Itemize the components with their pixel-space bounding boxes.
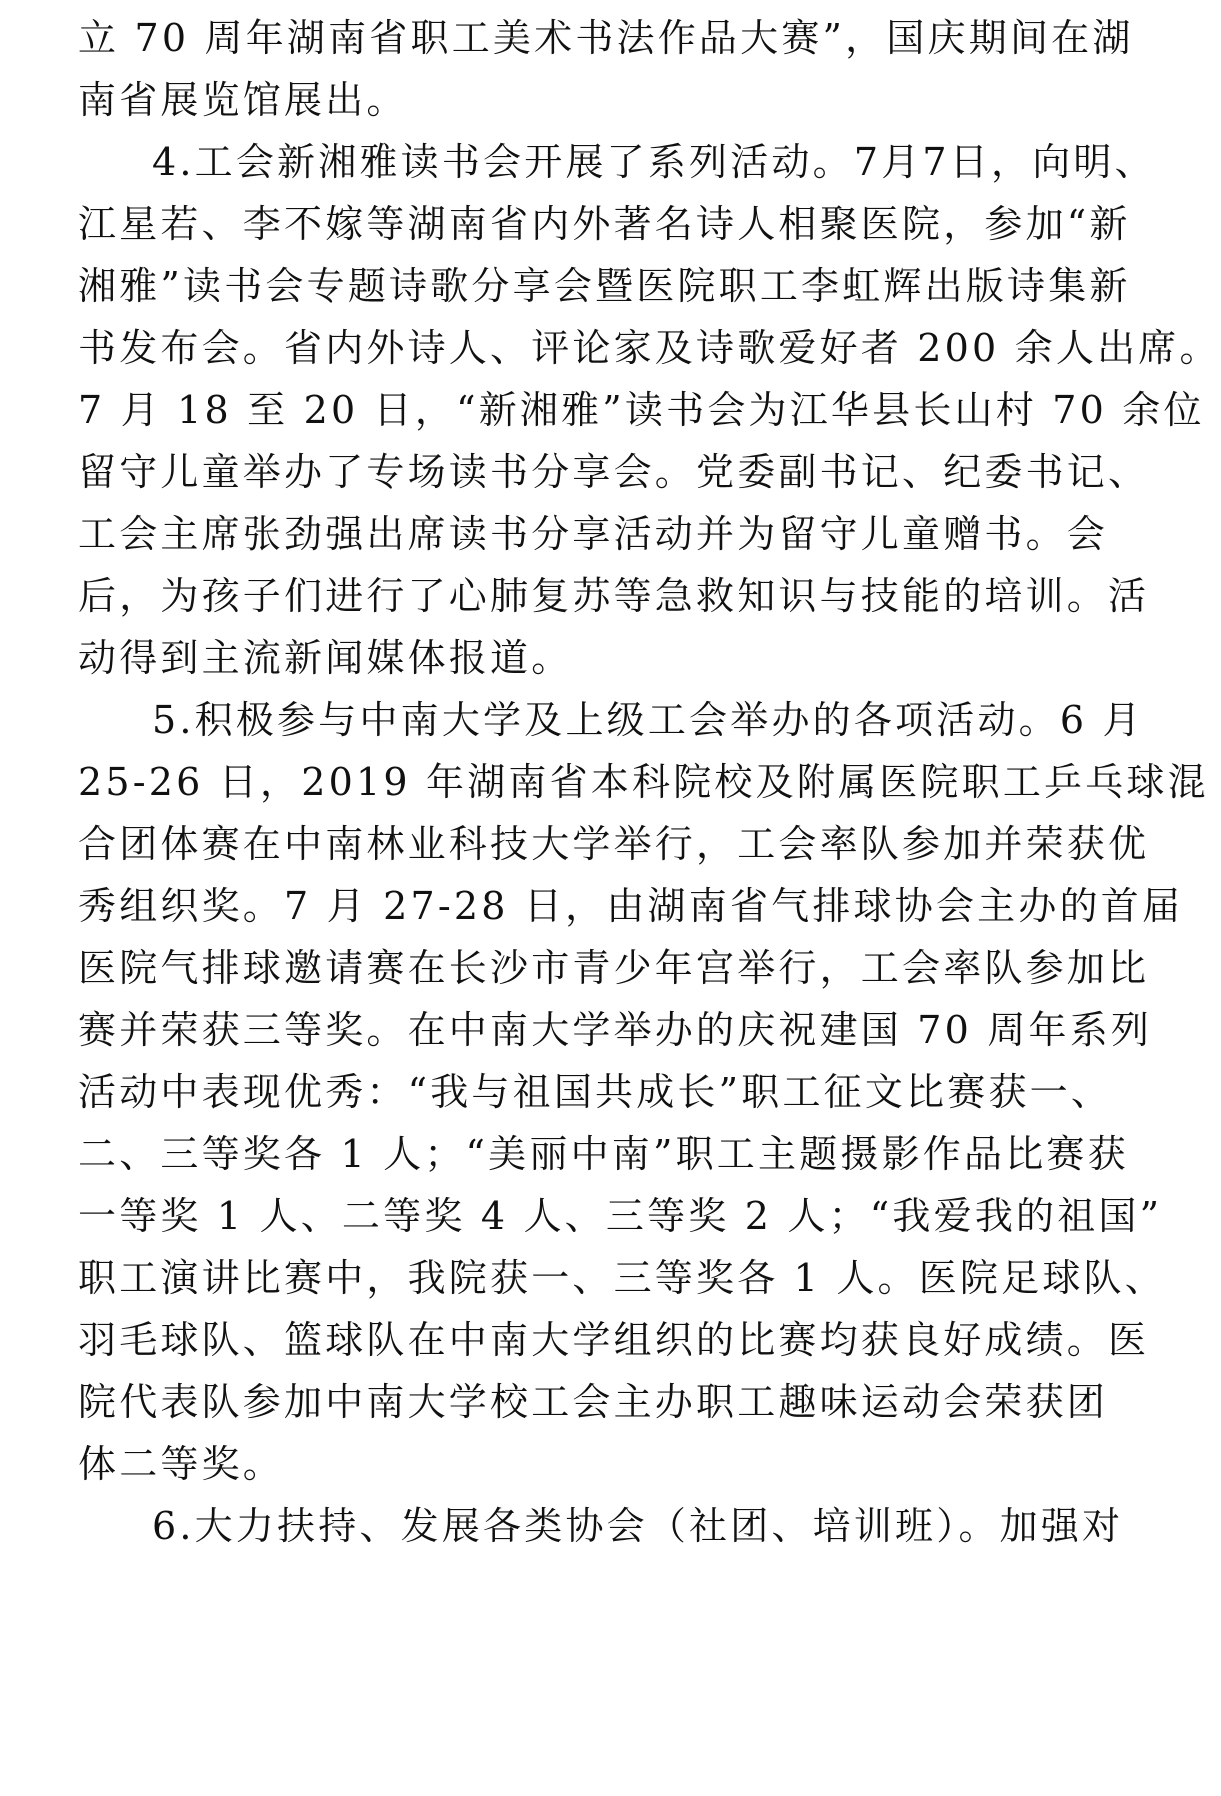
text-line: 7 月 18 至 20 日，“新湘雅”读书会为江华县长山村 70 余位 (78, 388, 1205, 432)
text-line: 职工演讲比赛中，我院获一、三等奖各 1 人。医院足球队、 (78, 1256, 1166, 1300)
text-line: 25-26 日，2019 年湖南省本科院校及附属医院职工乒乓球混 (78, 760, 1209, 804)
text-line: 5.积极参与中南大学及上级工会举办的各项活动。6 月 (152, 698, 1144, 742)
text-line: 活动中表现优秀：“我与祖国共成长”职工征文比赛获一、 (78, 1070, 1113, 1114)
text-line: 6.大力扶持、发展各类协会（社团、培训班）。加强对 (152, 1504, 1124, 1548)
text-line: 医院气排球邀请赛在长沙市青少年宫举行，工会率队参加比 (78, 946, 1150, 990)
text-line: 立 70 周年湖南省职工美术书法作品大赛”，国庆期间在湖 (78, 16, 1134, 60)
text-line: 南省展览馆展出。 (78, 78, 408, 122)
text-line: 江星若、李不嫁等湖南省内外著名诗人相聚医院，参加“新 (78, 202, 1131, 246)
text-line: 羽毛球队、篮球队在中南大学组织的比赛均获良好成绩。医 (78, 1318, 1150, 1362)
text-line: 体二等奖。 (78, 1442, 285, 1486)
text-line: 工会主席张劲强出席读书分享活动并为留守儿童赠书。会 (78, 512, 1109, 556)
text-line: 秀组织奖。7 月 27-28 日，由湖南省气排球协会主办的首届 (78, 884, 1184, 928)
text-line: 书发布会。省内外诗人、评论家及诗歌爱好者 200 余人出席。 (78, 326, 1221, 370)
text-line: 合团体赛在中南林业科技大学举行，工会率队参加并荣获优 (78, 822, 1150, 866)
text-line: 留守儿童举办了专场读书分享会。党委副书记、纪委书记、 (78, 450, 1150, 494)
text-line: 院代表队参加中南大学校工会主办职工趣味运动会荣获团 (78, 1380, 1109, 1424)
text-line: 后，为孩子们进行了心肺复苏等急救知识与技能的培训。活 (78, 574, 1150, 618)
text-line: 动得到主流新闻媒体报道。 (78, 636, 573, 680)
text-line: 二、三等奖各 1 人；“美丽中南”职工主题摄影作品比赛获 (78, 1132, 1129, 1176)
text-line: 赛并荣获三等奖。在中南大学举办的庆祝建国 70 周年系列 (78, 1008, 1153, 1052)
text-line: 一等奖 1 人、二等奖 4 人、三等奖 2 人；“我爱我的祖国” (78, 1194, 1163, 1238)
text-line: 湘雅”读书会专题诗歌分享会暨医院职工李虹辉出版诗集新 (78, 264, 1131, 308)
text-line: 4.工会新湘雅读书会开展了系列活动。7月7日，向明、 (152, 140, 1156, 184)
